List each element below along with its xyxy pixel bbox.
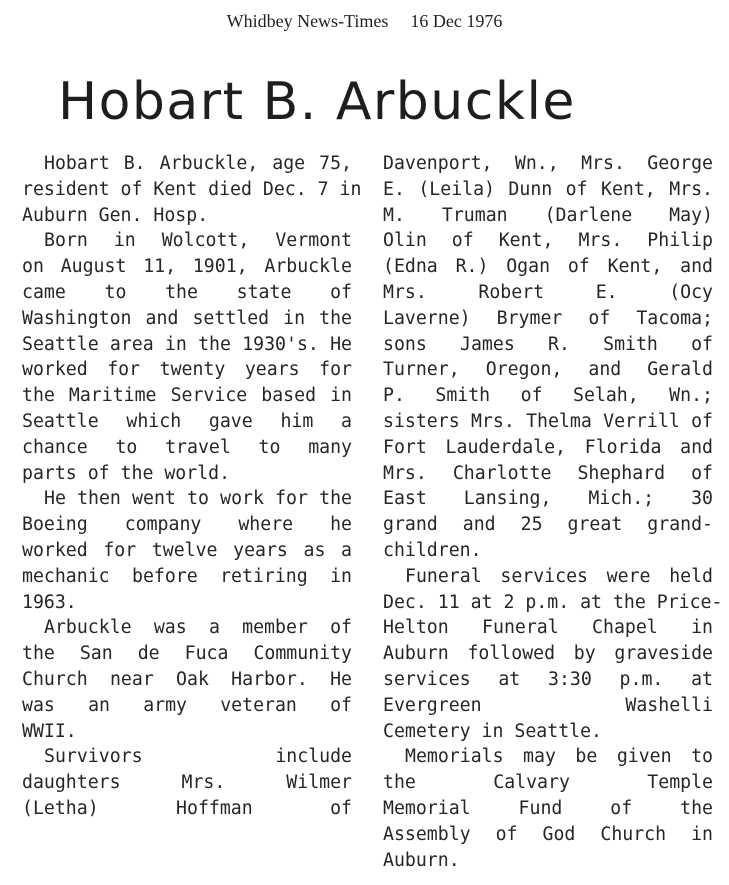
text-line: Washington and settled in the [22,307,352,329]
left-text-column [22,151,362,822]
source-line [0,11,729,32]
text-line: Funeral services were held [405,565,713,587]
text-line: Seattle area in the 1930's. He [22,333,352,355]
text-line: Auburn. [383,849,460,871]
text-line: children. [383,539,482,561]
text-line: Helton Funeral Chapel in [383,617,713,639]
text-line: Auburn Gen. Hosp. [22,204,209,226]
text-line: Turner, Oregon, and Gerald [383,359,713,381]
text-line: Boeing company where he [22,514,352,536]
text-line: East Lansing, Mich.; 30 [383,488,713,510]
text-line: resident of Kent died Dec. 7 in [22,178,362,200]
text-line: E. (Leila) Dunn of Kent, Mrs. [383,178,713,200]
text-line: worked for twenty years for [22,359,352,381]
text-line: Evergreen Washelli [383,694,713,716]
text-line: Laverne) Brymer of Tacoma; [383,307,713,329]
text-line: Cemetery in Seattle. [383,720,602,742]
publication-name: Whidbey News-Times [226,11,389,31]
text-line: parts of the world. [22,462,231,484]
text-line: Mrs. Charlotte Shephard of [383,462,713,484]
text-line: Church near Oak Harbor. He [22,668,352,690]
text-line: the Calvary Temple [383,772,713,794]
text-line: Hobart B. Arbuckle, age 75, [44,153,352,174]
text-line: was an army veteran of [22,694,352,716]
text-line: the Maritime Service based in [22,385,352,407]
text-line: chance to travel to many [22,436,352,458]
text-line: sons James R. Smith of [383,333,713,355]
text-line: Fort Lauderdale, Florida and [383,436,713,458]
text-line: Survivors include [44,746,352,768]
text-line: came to the state of [22,281,352,303]
text-line: He then went to work for the [44,488,352,510]
text-line: on August 11, 1901, Arbuckle [22,256,352,278]
text-line: (Edna R.) Ogan of Kent, and [383,256,713,278]
text-line: Memorial Fund of the [383,797,713,819]
text-line: Arbuckle was a member of [44,617,352,639]
obituary-headline: Hobart B. Arbuckle [58,72,576,132]
text-line: M. Truman (Darlene May) [383,204,713,226]
text-line: Mrs. Robert E. (Ocy [383,281,713,303]
text-line: Seattle which gave him a [22,410,352,432]
text-line: Assembly of God Church in [383,823,713,845]
right-text-column [383,151,723,873]
text-line: sisters Mrs. Thelma Verrill of [383,410,713,432]
text-line: Born in Wolcott, Vermont [44,230,352,252]
text-line: (Letha) Hoffman of [22,797,352,819]
text-line: Memorials may be given to [405,746,713,768]
text-line: Auburn followed by graveside [383,643,713,665]
text-line: the San de Fuca Community [22,643,352,665]
text-line: Dec. 11 at 2 p.m. at the Price- [383,591,723,613]
text-line: services at 3:30 p.m. at [383,668,713,690]
text-line: Olin of Kent, Mrs. Philip [383,230,713,252]
text-line: worked for twelve years as a [22,539,352,561]
publication-date: 16 Dec 1976 [410,11,503,31]
text-line: grand and 25 great grand- [383,514,713,536]
text-line: P. Smith of Selah, Wn.; [383,385,713,407]
text-line: mechanic before retiring in [22,565,352,587]
text-line: Davenport, Wn., Mrs. George [383,153,713,174]
text-line: daughters Mrs. Wilmer [22,772,352,794]
text-line: 1963. [22,591,77,613]
text-line: WWII. [22,720,77,742]
